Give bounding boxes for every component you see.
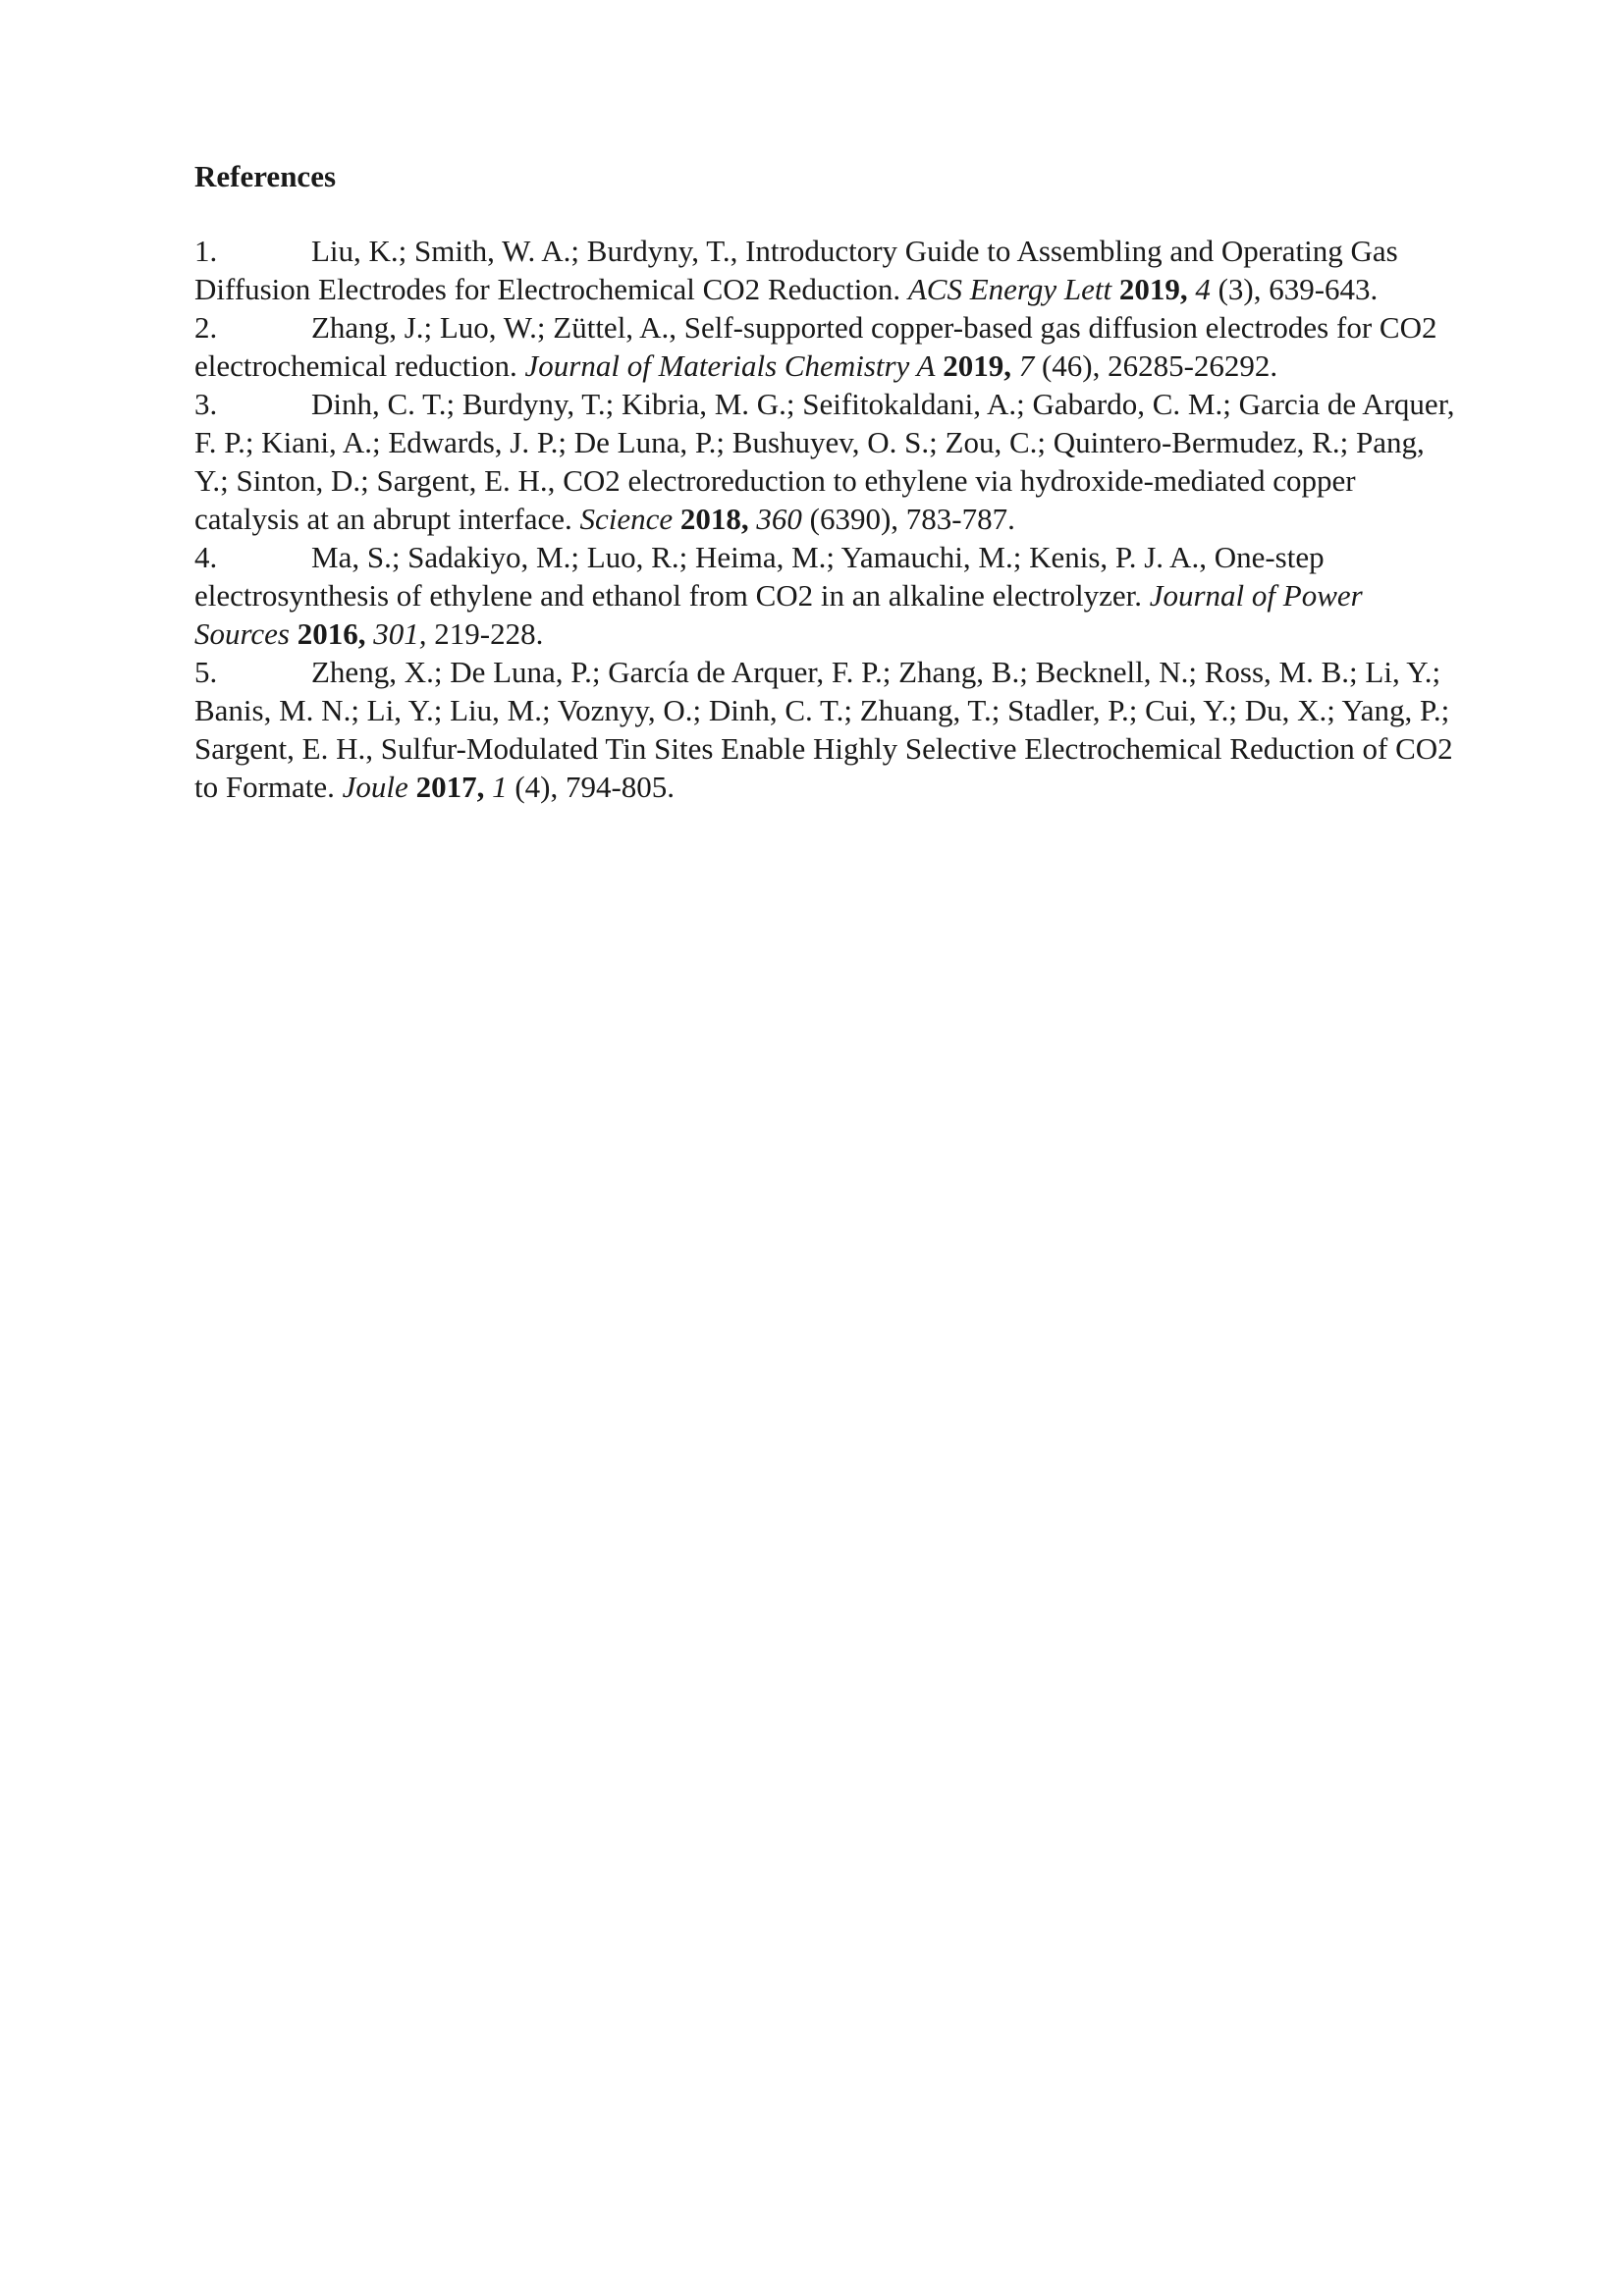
- reference-year: 2018,: [679, 502, 749, 536]
- reference-item: [194, 538, 1461, 653]
- reference-journal: ACS Energy Lett: [907, 272, 1112, 306]
- reference-issue-pages: (6390), 783-787.: [809, 502, 1015, 536]
- reference-year: 2017,: [415, 770, 485, 804]
- reference-list: [194, 232, 1461, 806]
- reference-volume: 7: [1018, 348, 1035, 383]
- reference-issue-pages: (46), 26285-26292.: [1041, 348, 1278, 383]
- reference-journal: Journal of Materials Chemistry A: [524, 348, 936, 383]
- reference-issue-pages: (3), 639-643.: [1218, 272, 1379, 306]
- reference-volume: 360: [756, 502, 802, 536]
- reference-volume: 301,: [373, 616, 427, 651]
- reference-journal: Science: [579, 502, 674, 536]
- reference-issue-pages: 219-228.: [434, 616, 544, 651]
- reference-authors: Zheng, X.; De Luna, P.; García de Arquer, F. P.; Zhang, B.; Becknell, N.; Ross, M. B.; Li, Y.; Banis, M. N.; Li, Y.; Liu, M.; Voznyy, O.; Dinh, C. T.; Zhuang, T.; Stadler, P.; Cui, Y.; Du, X.; Yang, P.; Sargent, E. H.,: [194, 655, 1450, 766]
- reference-item: [194, 653, 1461, 806]
- reference-item: [194, 385, 1461, 538]
- reference-item: [194, 308, 1461, 385]
- reference-year: 2019,: [1118, 272, 1188, 306]
- reference-title: One-step electrosynthesis of ethylene and ethanol from CO2 in an alkaline electrolyzer.: [194, 540, 1325, 613]
- reference-number: 4.: [194, 540, 218, 574]
- reference-journal: Journal of Power Sources: [194, 578, 1363, 651]
- reference-year: 2016,: [297, 616, 366, 651]
- reference-item: [194, 232, 1461, 308]
- reference-issue-pages: (4), 794-805.: [514, 770, 676, 804]
- reference-number: 5.: [194, 655, 218, 689]
- reference-number: 1.: [194, 234, 218, 268]
- reference-year: 2019,: [943, 348, 1011, 383]
- reference-authors: Dinh, C. T.; Burdyny, T.; Kibria, M. G.; Seifitokaldani, A.; Gabardo, C. M.; Garcia de Arquer, F. P.; Kiani, A.; Edwards, J. P.; De Luna, P.; Bushuyev, O. S.; Zou, C.; Quintero-Bermudez, R.; Pang, Y.; Sinton, D.; Sargent, E. H.,: [194, 387, 1455, 498]
- reference-journal: Joule: [342, 770, 408, 804]
- reference-volume: 1: [492, 770, 508, 804]
- reference-title: Introductory Guide to Assembling and Operating Gas Diffusion Electrodes for Electrochemical CO2 Reduction.: [194, 234, 1398, 306]
- reference-authors: Zhang, J.; Luo, W.; Züttel, A.,: [311, 310, 677, 345]
- references-section: [194, 157, 1461, 806]
- reference-title: Self-supported copper-based gas diffusion electrodes for CO2 electrochemical reduction.: [194, 310, 1437, 383]
- reference-volume: 4: [1195, 272, 1211, 306]
- reference-number: 3.: [194, 387, 218, 421]
- reference-number: 2.: [194, 310, 218, 345]
- reference-authors: Ma, S.; Sadakiyo, M.; Luo, R.; Heima, M.; Yamauchi, M.; Kenis, P. J. A.,: [311, 540, 1207, 574]
- reference-authors: Liu, K.; Smith, W. A.; Burdyny, T.,: [311, 234, 738, 268]
- reference-title: CO2 electroreduction to ethylene via hydroxide-mediated copper catalysis at an abrupt interface.: [194, 463, 1356, 536]
- reference-title: Sulfur-Modulated Tin Sites Enable Highly Selective Electrochemical Reduction of CO2 to Formate.: [194, 731, 1453, 804]
- section-heading: References: [194, 159, 337, 193]
